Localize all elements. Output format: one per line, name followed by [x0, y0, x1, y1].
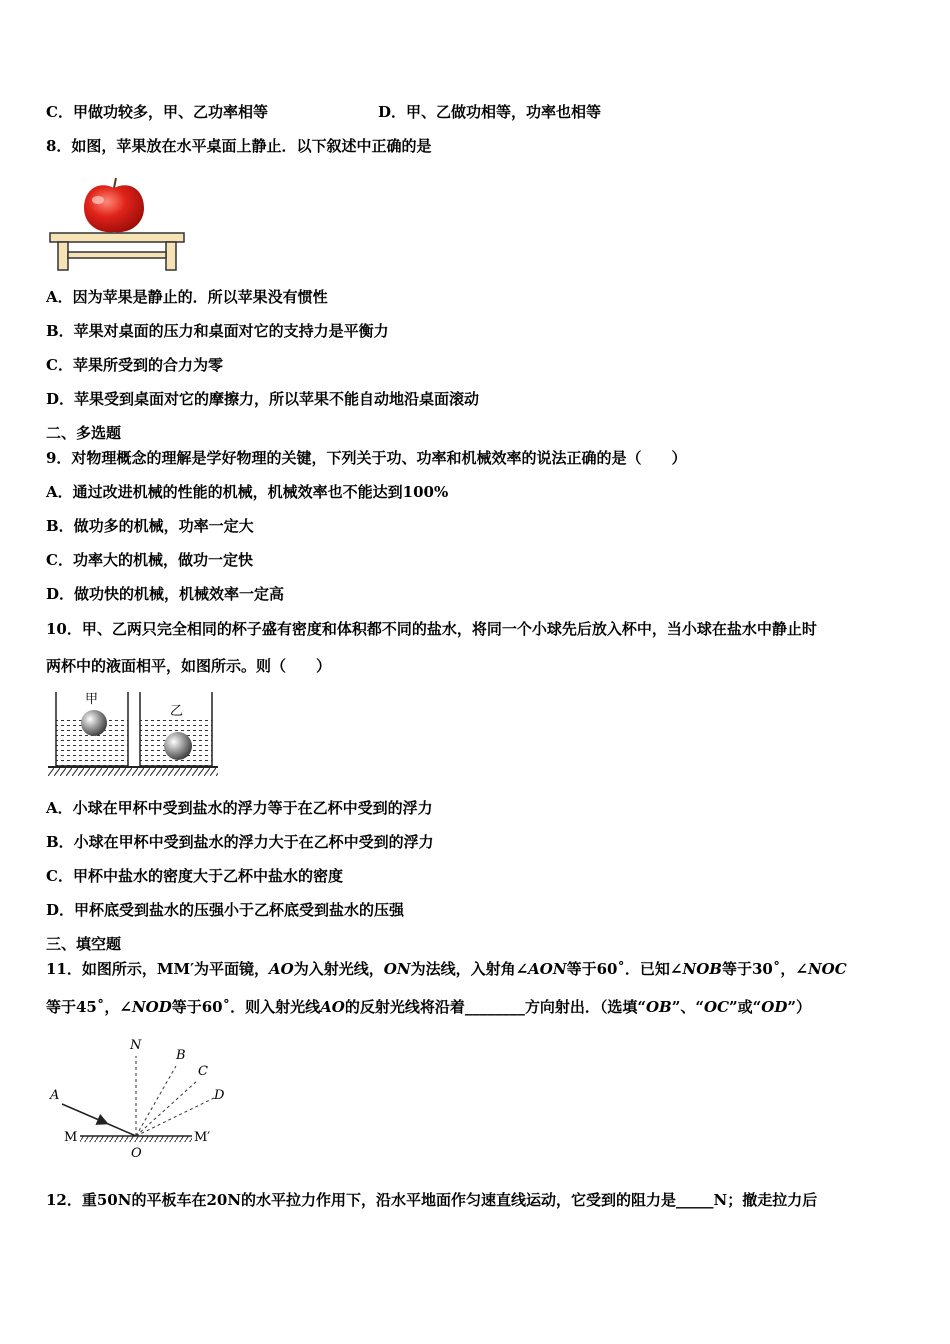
apple-icon: [84, 178, 144, 232]
q11-stem-line2: 等于45˚，∠NOD等于60˚．则入射光线AO的反射光线将沿着________方向射出．（选填“OB”、“OC”或“OD”）: [46, 998, 811, 1016]
q9-option-d: D．做功快的机械，机械效率一定高: [46, 585, 285, 603]
q10-option-b: B．小球在甲杯中受到盐水的浮力大于在乙杯中受到的浮力: [46, 833, 434, 851]
q10-option-d: D．甲杯底受到盐水的压强小于乙杯底受到盐水的压强: [46, 901, 405, 919]
cup-label-jia: 甲: [85, 692, 99, 707]
apple-on-table-figure: [46, 176, 188, 272]
q9-option-c: C．功率大的机械，做功一定快: [46, 551, 253, 569]
q11-stem-line1: 11．如图所示，MM′为平面镜，AO为入射光线，ON为法线，入射角∠AON等于60˚．已知∠NOB等于30˚，∠NOC: [46, 960, 847, 978]
q8-stem: 8．如图，苹果放在水平桌面上静止．以下叙述中正确的是: [46, 137, 432, 155]
incident-ray: [62, 1104, 106, 1123]
cup-label-yi: 乙: [170, 704, 184, 719]
mirror-reflection-figure: N B C D A M M′ O: [50, 1038, 225, 1161]
section-heading-multi: 二、多选题: [46, 424, 122, 442]
q7-option-c: C．甲做功较多，甲、乙功率相等: [46, 103, 268, 121]
ray-ob: [136, 1066, 176, 1136]
ray-oc: [136, 1080, 198, 1136]
mirror-icon: [80, 1136, 192, 1142]
section-heading-fill: 三、填空题: [46, 935, 122, 953]
q8-option-d: D．苹果受到桌面对它的摩擦力，所以苹果不能自动地沿桌面滚动: [46, 390, 480, 408]
q10-stem-line2: 两杯中的液面相平，如图所示。则（ ）: [46, 657, 332, 675]
q12-stem: 12．重50N的平板车在20N的水平拉力作用下，沿水平地面作匀速直线运动，它受到的阻力是_____N；撤走拉力后: [46, 1191, 818, 1209]
table-icon: [50, 233, 184, 270]
q8-option-a: A．因为苹果是静止的．所以苹果没有惯性: [46, 288, 328, 306]
q8-option-b: B．苹果对桌面的压力和桌面对它的支持力是平衡力: [46, 322, 389, 340]
q10-option-c: C．甲杯中盐水的密度大于乙杯中盐水的密度: [46, 867, 343, 885]
q8-option-c: C．苹果所受到的合力为零: [46, 356, 223, 374]
q7-option-d: D．甲、乙做功相等，功率也相等: [378, 103, 602, 121]
cups-figure: [48, 688, 218, 780]
q9-option-b: B．做功多的机械，功率一定大: [46, 517, 254, 535]
q9-stem: 9．对物理概念的理解是学好物理的关键，下列关于功、功率和机械效率的说法正确的是（ ）: [46, 449, 687, 467]
q9-option-a: A．通过改进机械的性能的机械，机械效率也不能达到100%: [46, 483, 449, 501]
q10-option-a: A．小球在甲杯中受到盐水的浮力等于在乙杯中受到的浮力: [46, 799, 433, 817]
q10-stem-line1: 10．甲、乙两只完全相同的杯子盛有密度和体积都不同的盐水，将同一个小球先后放入杯中，当小球在盐水中静止时: [46, 620, 817, 638]
